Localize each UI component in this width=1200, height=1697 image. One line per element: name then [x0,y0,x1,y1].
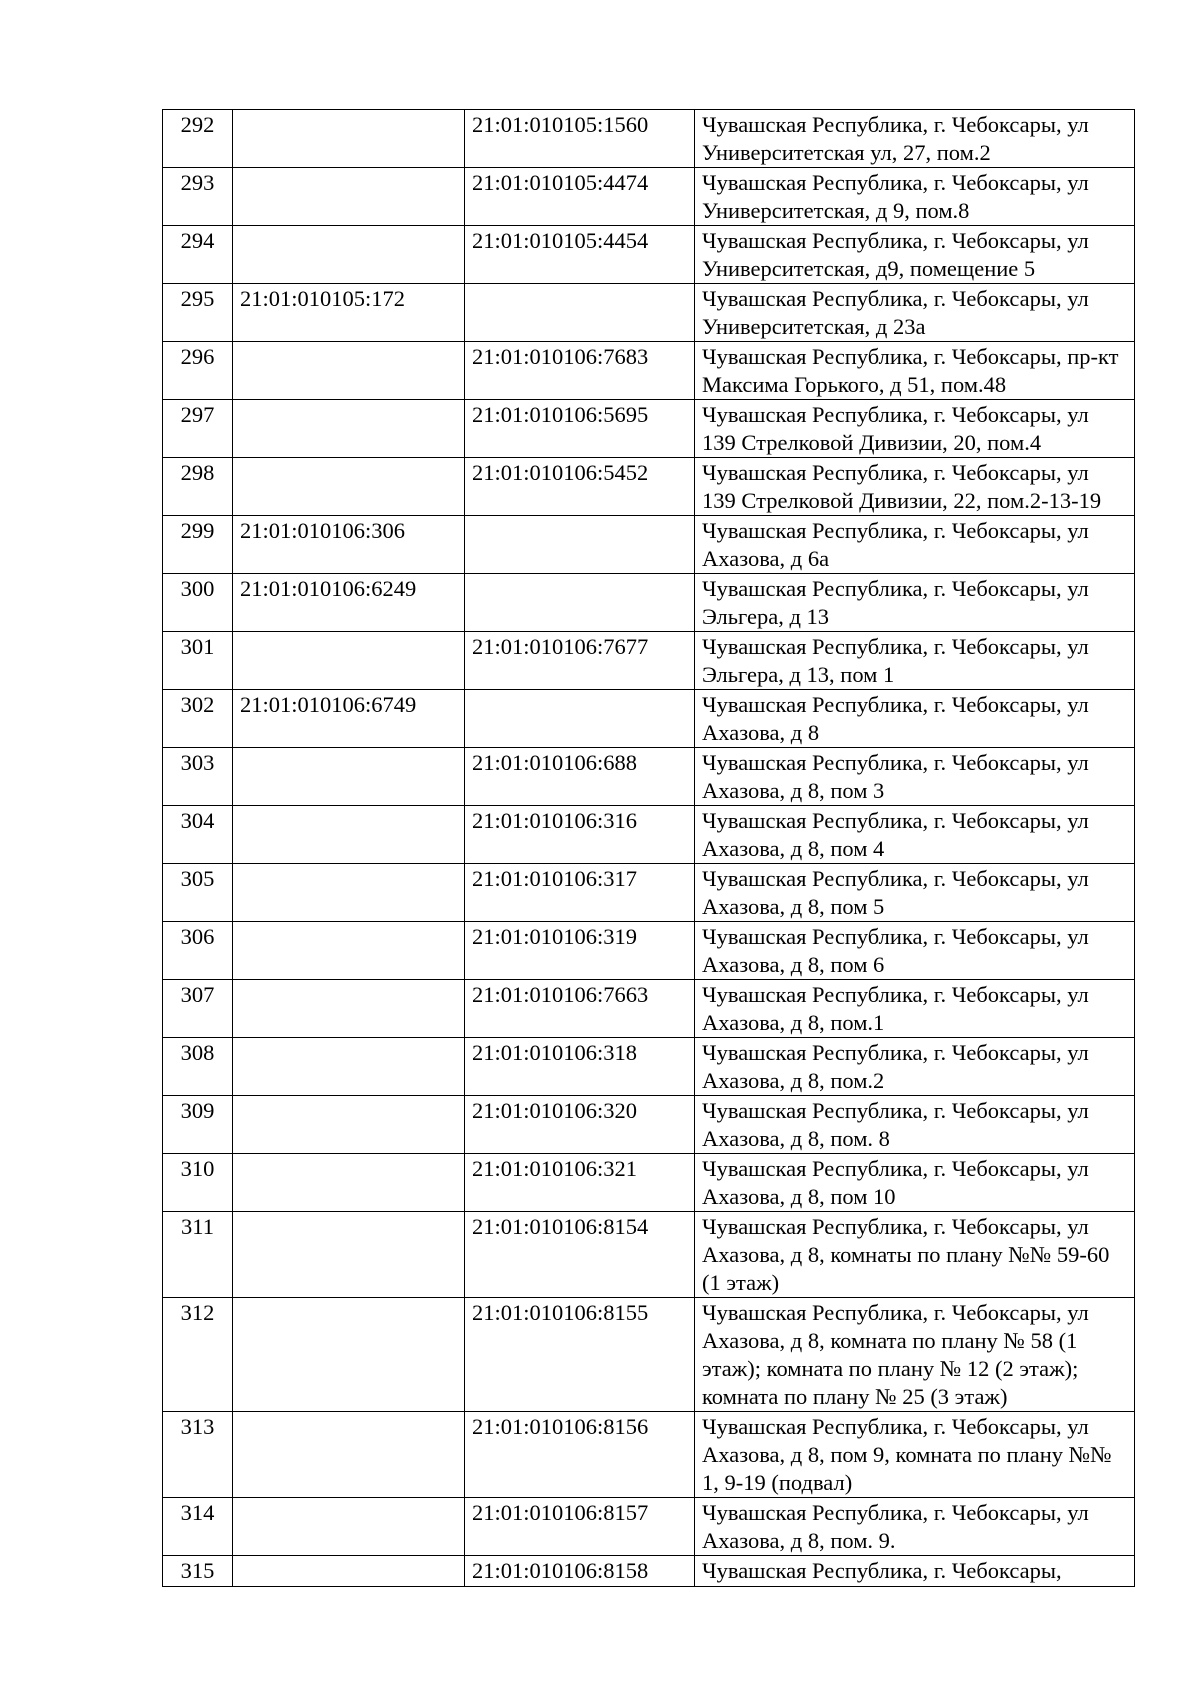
land-parcel-cadastral-cell [233,1038,465,1096]
premises-cadastral-cell: 21:01:010106:5452 [465,458,695,516]
premises-cadastral-cell: 21:01:010106:321 [465,1154,695,1212]
address-cell: Чувашская Республика, г. Чебоксары, ул Эльгера, д 13 [695,574,1135,632]
land-parcel-cadastral-cell [233,632,465,690]
address-cell: Чувашская Республика, г. Чебоксары, ул 139 Стрелковой Дивизии, 20, пом.4 [695,400,1135,458]
address-cell: Чувашская Республика, г. Чебоксары, ул Ахазова, д 8, пом 10 [695,1154,1135,1212]
premises-cadastral-cell [465,574,695,632]
premises-cadastral-cell: 21:01:010105:4474 [465,168,695,226]
address-cell: Чувашская Республика, г. Чебоксары, ул Университетская ул, 27, пом.2 [695,110,1135,168]
address-cell: Чувашская Республика, г. Чебоксары, ул Ахазова, д 8, пом.2 [695,1038,1135,1096]
row-number-cell: 306 [163,922,233,980]
land-parcel-cadastral-cell [233,1298,465,1412]
land-parcel-cadastral-cell [233,342,465,400]
premises-cadastral-cell: 21:01:010106:319 [465,922,695,980]
premises-cadastral-cell [465,516,695,574]
land-parcel-cadastral-cell [233,806,465,864]
land-parcel-cadastral-cell [233,226,465,284]
address-cell: Чувашская Республика, г. Чебоксары, ул Ахазова, д 8, пом. 8 [695,1096,1135,1154]
premises-cadastral-cell: 21:01:010106:8157 [465,1498,695,1556]
row-number-cell: 293 [163,168,233,226]
row-number-cell: 301 [163,632,233,690]
table-row [163,1412,1135,1498]
property-table-body [163,110,1135,1587]
row-number-cell: 313 [163,1412,233,1498]
table-row [163,1556,1135,1587]
premises-cadastral-cell: 21:01:010106:8154 [465,1212,695,1298]
address-cell: Чувашская Республика, г. Чебоксары, ул Ахазова, д 8, комнаты по плану №№ 59-60 (1 этаж) [695,1212,1135,1298]
row-number-cell: 307 [163,980,233,1038]
land-parcel-cadastral-cell [233,1556,465,1587]
property-table [162,109,1135,1587]
table-row [163,516,1135,574]
row-number-cell: 296 [163,342,233,400]
table-row [163,168,1135,226]
table-row [163,980,1135,1038]
address-cell: Чувашская Республика, г. Чебоксары, ул Ахазова, д 6а [695,516,1135,574]
address-cell: Чувашская Республика, г. Чебоксары, ул Ахазова, д 8 [695,690,1135,748]
address-cell: Чувашская Республика, г. Чебоксары, ул 139 Стрелковой Дивизии, 22, пом.2-13-19 [695,458,1135,516]
row-number-cell: 292 [163,110,233,168]
premises-cadastral-cell: 21:01:010106:8156 [465,1412,695,1498]
table-row [163,1038,1135,1096]
row-number-cell: 297 [163,400,233,458]
table-row [163,690,1135,748]
land-parcel-cadastral-cell: 21:01:010106:306 [233,516,465,574]
land-parcel-cadastral-cell [233,864,465,922]
address-cell: Чувашская Республика, г. Чебоксары, ул Ахазова, д 8, пом 4 [695,806,1135,864]
table-row [163,1298,1135,1412]
row-number-cell: 305 [163,864,233,922]
table-row [163,922,1135,980]
premises-cadastral-cell: 21:01:010106:688 [465,748,695,806]
row-number-cell: 300 [163,574,233,632]
land-parcel-cadastral-cell [233,980,465,1038]
table-row [163,1154,1135,1212]
address-cell: Чувашская Республика, г. Чебоксары, ул Ахазова, д 8, пом 9, комната по плану №№ 1, 9-19 (подвал) [695,1412,1135,1498]
land-parcel-cadastral-cell [233,1412,465,1498]
land-parcel-cadastral-cell [233,168,465,226]
address-cell: Чувашская Республика, г. Чебоксары, ул Эльгера, д 13, пом 1 [695,632,1135,690]
table-row [163,632,1135,690]
address-cell: Чувашская Республика, г. Чебоксары, ул Ахазова, д 8, пом 5 [695,864,1135,922]
premises-cadastral-cell: 21:01:010106:317 [465,864,695,922]
land-parcel-cadastral-cell [233,1498,465,1556]
row-number-cell: 308 [163,1038,233,1096]
land-parcel-cadastral-cell [233,1096,465,1154]
row-number-cell: 302 [163,690,233,748]
table-row [163,400,1135,458]
row-number-cell: 294 [163,226,233,284]
table-row [163,342,1135,400]
premises-cadastral-cell: 21:01:010106:320 [465,1096,695,1154]
table-row [163,864,1135,922]
row-number-cell: 303 [163,748,233,806]
premises-cadastral-cell: 21:01:010106:318 [465,1038,695,1096]
land-parcel-cadastral-cell [233,1212,465,1298]
land-parcel-cadastral-cell [233,110,465,168]
premises-cadastral-cell: 21:01:010106:5695 [465,400,695,458]
premises-cadastral-cell: 21:01:010106:316 [465,806,695,864]
table-row [163,226,1135,284]
row-number-cell: 295 [163,284,233,342]
address-cell: Чувашская Республика, г. Чебоксары, ул Ахазова, д 8, пом.1 [695,980,1135,1038]
address-cell: Чувашская Республика, г. Чебоксары, ул Ахазова, д 8, комната по плану № 58 (1 этаж); комната по плану № 12 (2 этаж); комната по плану № 25 (3 этаж) [695,1298,1135,1412]
table-row [163,110,1135,168]
address-cell: Чувашская Республика, г. Чебоксары, ул Университетская, д 9, пом.8 [695,168,1135,226]
table-row [163,1096,1135,1154]
land-parcel-cadastral-cell: 21:01:010106:6749 [233,690,465,748]
land-parcel-cadastral-cell [233,458,465,516]
premises-cadastral-cell: 21:01:010106:7683 [465,342,695,400]
premises-cadastral-cell [465,690,695,748]
address-cell: Чувашская Республика, г. Чебоксары, [695,1556,1135,1587]
premises-cadastral-cell: 21:01:010106:8155 [465,1298,695,1412]
row-number-cell: 304 [163,806,233,864]
address-cell: Чувашская Республика, г. Чебоксары, пр-кт Максима Горького, д 51, пом.48 [695,342,1135,400]
address-cell: Чувашская Республика, г. Чебоксары, ул Университетская, д9, помещение 5 [695,226,1135,284]
premises-cadastral-cell: 21:01:010105:4454 [465,226,695,284]
row-number-cell: 298 [163,458,233,516]
address-cell: Чувашская Республика, г. Чебоксары, ул Ахазова, д 8, пом. 9. [695,1498,1135,1556]
land-parcel-cadastral-cell [233,400,465,458]
table-row [163,574,1135,632]
row-number-cell: 312 [163,1298,233,1412]
row-number-cell: 311 [163,1212,233,1298]
row-number-cell: 315 [163,1556,233,1587]
row-number-cell: 299 [163,516,233,574]
address-cell: Чувашская Республика, г. Чебоксары, ул Ахазова, д 8, пом 6 [695,922,1135,980]
address-cell: Чувашская Республика, г. Чебоксары, ул Университетская, д 23а [695,284,1135,342]
premises-cadastral-cell: 21:01:010106:7663 [465,980,695,1038]
table-row [163,1498,1135,1556]
table-row [163,806,1135,864]
premises-cadastral-cell: 21:01:010106:7677 [465,632,695,690]
row-number-cell: 314 [163,1498,233,1556]
row-number-cell: 309 [163,1096,233,1154]
row-number-cell: 310 [163,1154,233,1212]
premises-cadastral-cell [465,284,695,342]
address-cell: Чувашская Республика, г. Чебоксары, ул Ахазова, д 8, пом 3 [695,748,1135,806]
premises-cadastral-cell: 21:01:010106:8158 [465,1556,695,1587]
land-parcel-cadastral-cell [233,922,465,980]
land-parcel-cadastral-cell: 21:01:010105:172 [233,284,465,342]
table-row [163,1212,1135,1298]
table-row [163,458,1135,516]
table-row [163,284,1135,342]
land-parcel-cadastral-cell [233,1154,465,1212]
premises-cadastral-cell: 21:01:010105:1560 [465,110,695,168]
land-parcel-cadastral-cell [233,748,465,806]
land-parcel-cadastral-cell: 21:01:010106:6249 [233,574,465,632]
table-row [163,748,1135,806]
